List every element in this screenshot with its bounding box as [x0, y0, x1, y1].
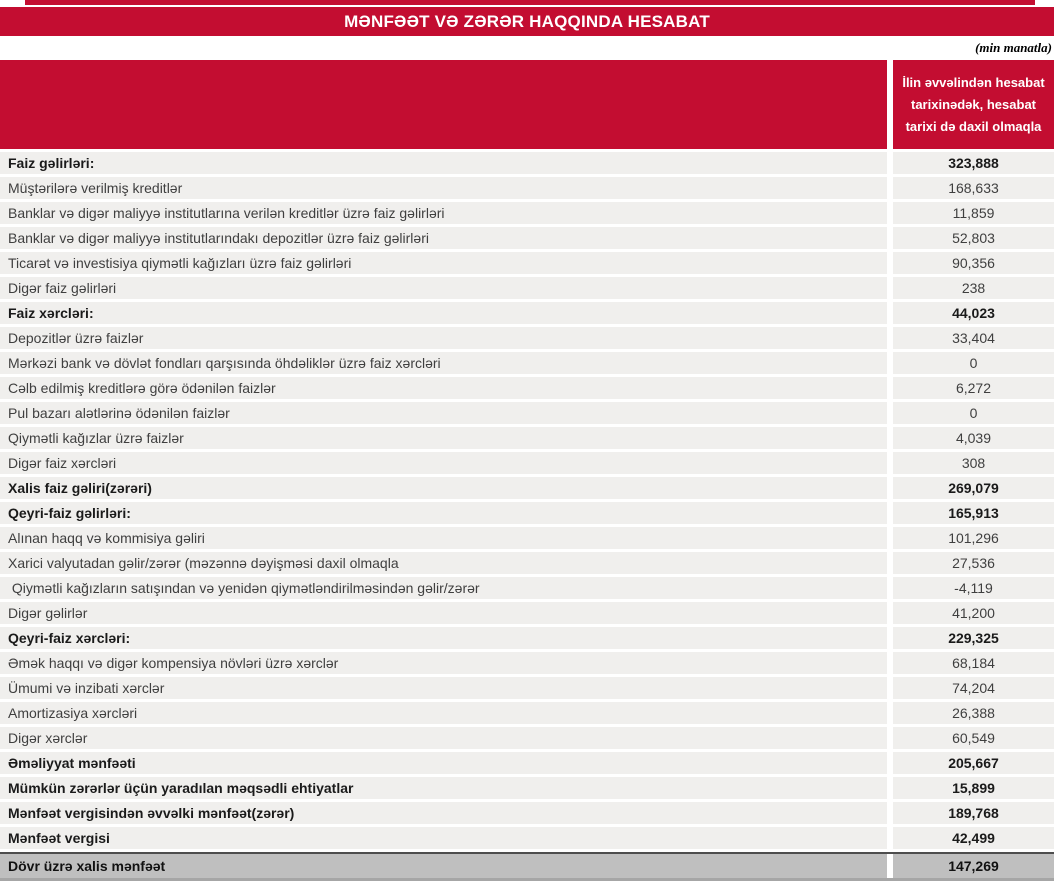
- table-row: [0, 677, 1054, 699]
- row-label: Faiz gəlirləri:: [0, 152, 887, 174]
- table-row: [0, 502, 1054, 524]
- row-value: 68,184: [893, 652, 1054, 674]
- row-label: Mənfəət vergisindən əvvəlki mənfəət(zərər): [0, 802, 887, 824]
- table-row: [0, 852, 1054, 881]
- label-column-header: [0, 60, 887, 149]
- row-value: 0: [893, 402, 1054, 424]
- row-label: Xarici valyutadan gəlir/zərər (məzənnə dəyişməsi daxil olmaqla: [0, 552, 887, 574]
- table-row: [0, 152, 1054, 174]
- row-value: 101,296: [893, 527, 1054, 549]
- value-column-header: [893, 60, 1054, 149]
- row-label: Digər faiz gəlirləri: [0, 277, 887, 299]
- row-value: 44,023: [893, 302, 1054, 324]
- table-row: [0, 352, 1054, 374]
- row-value: 33,404: [893, 327, 1054, 349]
- row-label: Dövr üzrə xalis mənfəət: [0, 854, 887, 878]
- table-row: [0, 202, 1054, 224]
- row-label: Alınan haqq və kommisiya gəliri: [0, 527, 887, 549]
- table-row: [0, 752, 1054, 774]
- page-title: MƏNFƏƏT VƏ ZƏRƏR HAQQINDA HESABAT: [0, 7, 1054, 36]
- units-note: (min manatla): [975, 40, 1052, 55]
- row-label: Xalis faiz gəliri(zərəri): [0, 477, 887, 499]
- row-value: 205,667: [893, 752, 1054, 774]
- table-row: [0, 227, 1054, 249]
- row-label: Digər gəlirlər: [0, 602, 887, 624]
- row-label: Mümkün zərərlər üçün yaradılan məqsədli ehtiyatlar: [0, 777, 887, 799]
- row-value: -4,119: [893, 577, 1054, 599]
- row-value: 4,039: [893, 427, 1054, 449]
- top-accent-strip: [25, 0, 1035, 5]
- table-row: [0, 602, 1054, 624]
- row-label: Müştərilərə verilmiş kreditlər: [0, 177, 887, 199]
- table-row: [0, 477, 1054, 499]
- table-row: [0, 252, 1054, 274]
- row-label: Qeyri-faiz xərcləri:: [0, 627, 887, 649]
- row-value: 308: [893, 452, 1054, 474]
- table-row: [0, 402, 1054, 424]
- table-body: [0, 152, 1054, 881]
- row-label: Qiymətli kağızlar üzrə faizlər: [0, 427, 887, 449]
- row-value: 52,803: [893, 227, 1054, 249]
- row-value: 27,536: [893, 552, 1054, 574]
- row-label: Digər faiz xərcləri: [0, 452, 887, 474]
- table-row: [0, 652, 1054, 674]
- table-row: [0, 527, 1054, 549]
- row-value: 269,079: [893, 477, 1054, 499]
- value-column-header-text: İlin əvvəlindən hesabat tarixinədək, hesabat tarixi də daxil olmaqla: [902, 74, 1045, 134]
- row-value: 41,200: [893, 602, 1054, 624]
- table-row: [0, 427, 1054, 449]
- row-value: 0: [893, 352, 1054, 374]
- table-row: [0, 452, 1054, 474]
- table-row: [0, 177, 1054, 199]
- row-label: Depozitlər üzrə faizlər: [0, 327, 887, 349]
- row-value: 229,325: [893, 627, 1054, 649]
- row-value: 90,356: [893, 252, 1054, 274]
- row-label: Digər xərclər: [0, 727, 887, 749]
- table-row: [0, 827, 1054, 849]
- row-label: Ticarət və investisiya qiymətli kağızları üzrə faiz gəlirləri: [0, 252, 887, 274]
- table-row: [0, 627, 1054, 649]
- row-label: Faiz xərcləri:: [0, 302, 887, 324]
- row-value: 60,549: [893, 727, 1054, 749]
- row-label: Mərkəzi bank və dövlət fondları qarşısında öhdəliklər üzrə faiz xərcləri: [0, 352, 887, 374]
- table-row: [0, 702, 1054, 724]
- row-value: 11,859: [893, 202, 1054, 224]
- row-value: 42,499: [893, 827, 1054, 849]
- row-value: 323,888: [893, 152, 1054, 174]
- row-label: Cəlb edilmiş kreditlərə görə ödənilən faizlər: [0, 377, 887, 399]
- row-label: Qeyri-faiz gəlirləri:: [0, 502, 887, 524]
- row-value: 15,899: [893, 777, 1054, 799]
- row-label: Banklar və digər maliyyə institutlarına verilən kreditlər üzrə faiz gəlirləri: [0, 202, 887, 224]
- row-label: Ümumi və inzibati xərclər: [0, 677, 887, 699]
- row-value: 165,913: [893, 502, 1054, 524]
- table-row: [0, 727, 1054, 749]
- row-value: 168,633: [893, 177, 1054, 199]
- row-value: 189,768: [893, 802, 1054, 824]
- table-row: [0, 552, 1054, 574]
- row-label: Amortizasiya xərcləri: [0, 702, 887, 724]
- table-row: [0, 377, 1054, 399]
- table-row: [0, 277, 1054, 299]
- table-row: [0, 327, 1054, 349]
- row-value: 26,388: [893, 702, 1054, 724]
- row-value: 238: [893, 277, 1054, 299]
- row-value: 6,272: [893, 377, 1054, 399]
- table-row: [0, 302, 1054, 324]
- table-row: [0, 577, 1054, 599]
- row-label: Mənfəət vergisi: [0, 827, 887, 849]
- row-label: Banklar və digər maliyyə institutlarındakı depozitlər üzrə faiz gəlirləri: [0, 227, 887, 249]
- row-label: Əməliyyat mənfəəti: [0, 752, 887, 774]
- table-row: [0, 802, 1054, 824]
- table-row: [0, 777, 1054, 799]
- row-label: Əmək haqqı və digər kompensiya növləri üzrə xərclər: [0, 652, 887, 674]
- row-value: 74,204: [893, 677, 1054, 699]
- table-header-row: [0, 60, 1054, 149]
- row-label: Qiymətli kağızların satışından və yenidən qiymətləndirilməsindən gəlir/zərər: [0, 577, 887, 599]
- row-value: 147,269: [893, 854, 1054, 878]
- row-label: Pul bazarı alətlərinə ödənilən faizlər: [0, 402, 887, 424]
